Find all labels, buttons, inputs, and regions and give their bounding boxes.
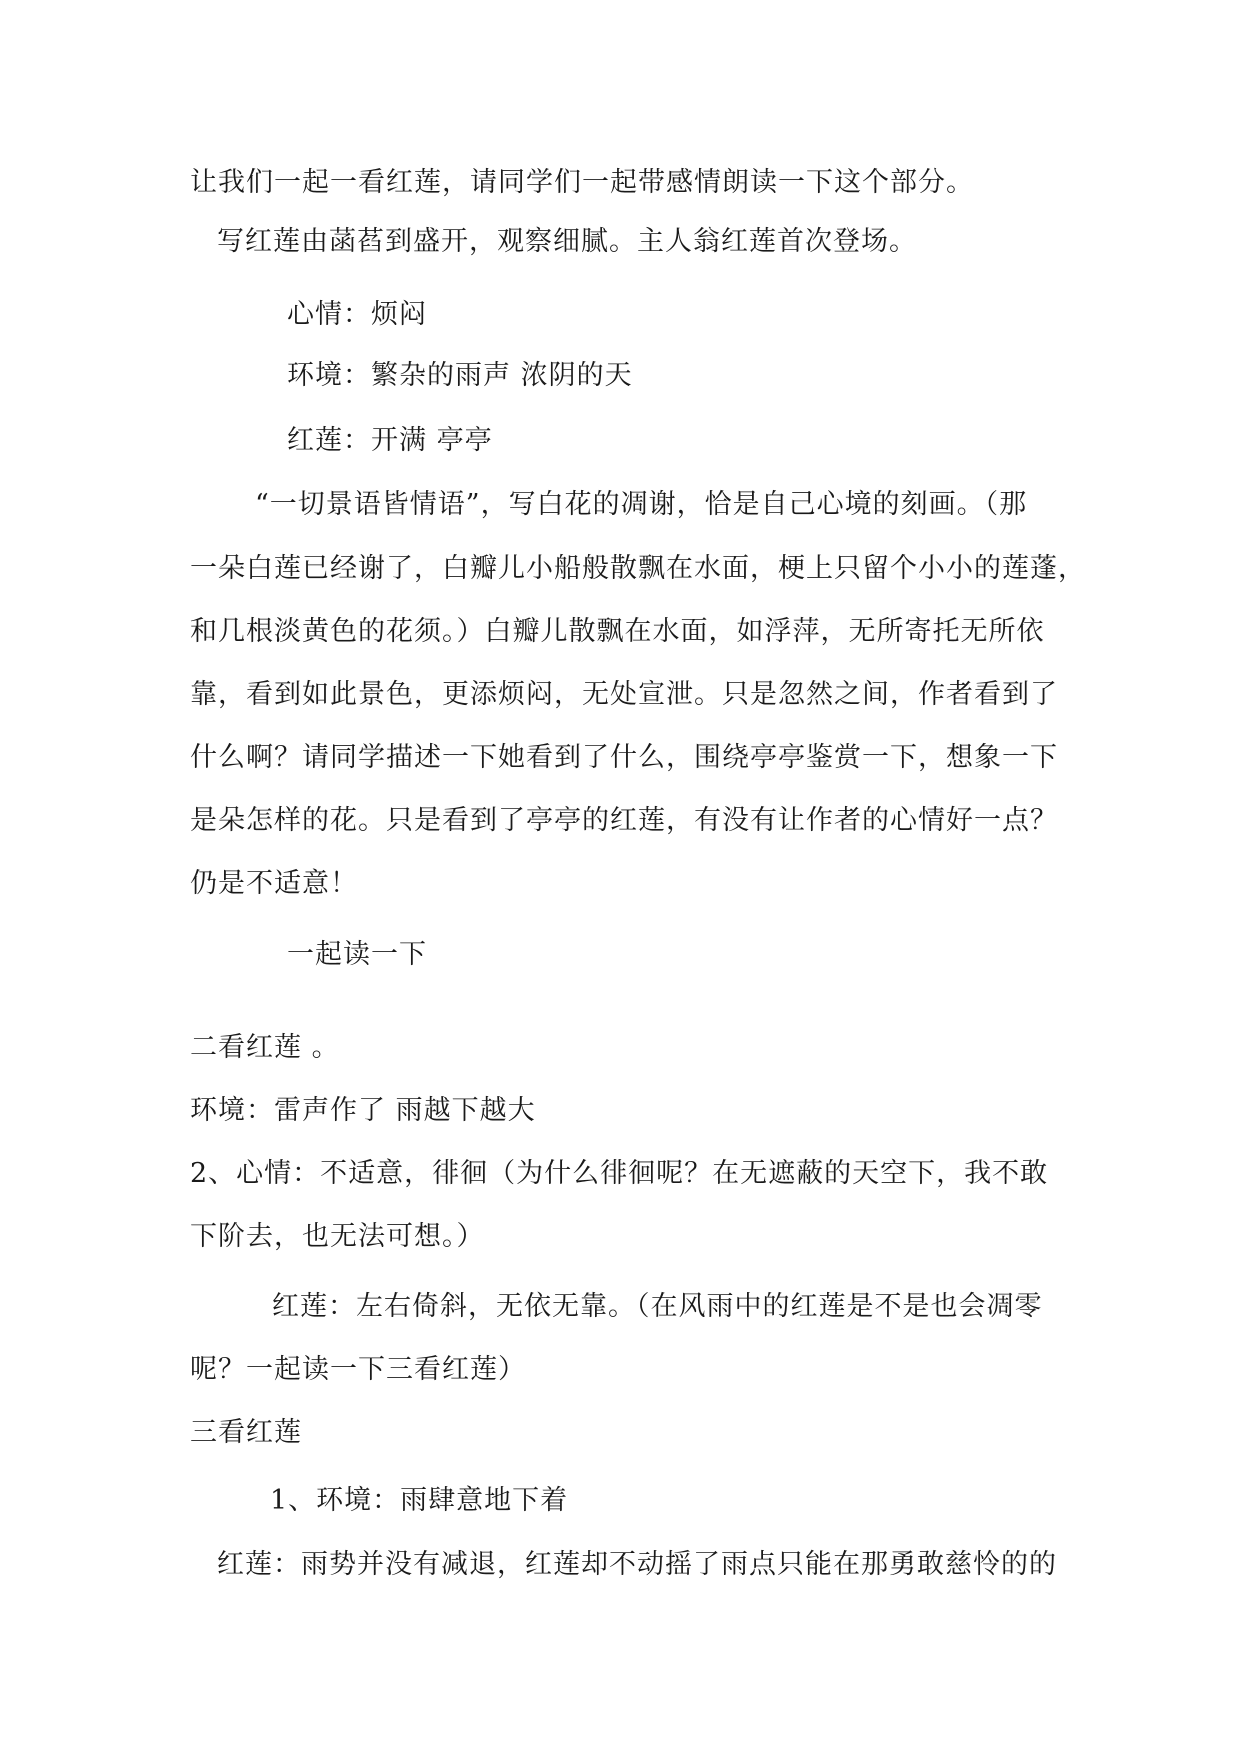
paragraph-line: 一朵白莲已经谢了，白瓣儿小船般散飘在水面，梗上只留个小小的莲蓬， — [190, 553, 1086, 584]
paragraph-line: 2、心情：不适意，徘徊（为什么徘徊呢？在无遮蔽的天空下，我不敢 — [190, 1158, 1049, 1189]
paragraph-line: 心情：烦闷 — [287, 299, 427, 330]
paragraph-line: 靠，看到如此景色，更添烦闷，无处宣泄。只是忽然之间，作者看到了 — [190, 679, 1058, 710]
paragraph-line: 红莲：开满 亭亭 — [287, 425, 493, 456]
section-heading: 二看红莲 。 — [190, 1032, 340, 1063]
paragraph-line: 让我们一起一看红莲，请同学们一起带感情朗读一下这个部分。 — [190, 167, 974, 198]
paragraph-line: 红莲：左右倚斜，无依无靠。（在风雨中的红莲是不是也会凋零 — [272, 1291, 1043, 1322]
paragraph-line: 写红莲由菡萏到盛开，观察细腻。主人翁红莲首次登场。 — [217, 226, 917, 257]
paragraph-line: 什么啊？请同学描述一下她看到了什么，围绕亭亭鉴赏一下，想象一下 — [190, 742, 1058, 773]
paragraph-line: 下阶去，也无法可想。） — [190, 1221, 485, 1252]
paragraph-line: 环境：雷声作了 雨越下越大 — [190, 1095, 536, 1126]
paragraph-line: “一切景语皆情语”，写白花的凋谢，恰是自己心境的刻画。（那 — [255, 489, 1028, 520]
paragraph-line: 红莲：雨势并没有减退，红莲却不动摇了雨点只能在那勇敢慈怜的的 — [217, 1549, 1057, 1580]
paragraph-line: 一起读一下 — [287, 939, 427, 970]
paragraph-line: 和几根淡黄色的花须。）白瓣儿散飘在水面，如浮萍，无所寄托无所依 — [190, 616, 1045, 647]
paragraph-line: 1、环境：雨肆意地下着 — [270, 1485, 569, 1516]
paragraph-line: 环境：繁杂的雨声 浓阴的天 — [287, 360, 633, 391]
paragraph-line: 仍是不适意！ — [190, 868, 358, 899]
paragraph-line: 是朵怎样的花。只是看到了亭亭的红莲，有没有让作者的心情好一点？ — [190, 805, 1058, 836]
paragraph-line: 呢？一起读一下三看红莲） — [190, 1354, 526, 1385]
section-heading: 三看红莲 — [190, 1417, 302, 1448]
